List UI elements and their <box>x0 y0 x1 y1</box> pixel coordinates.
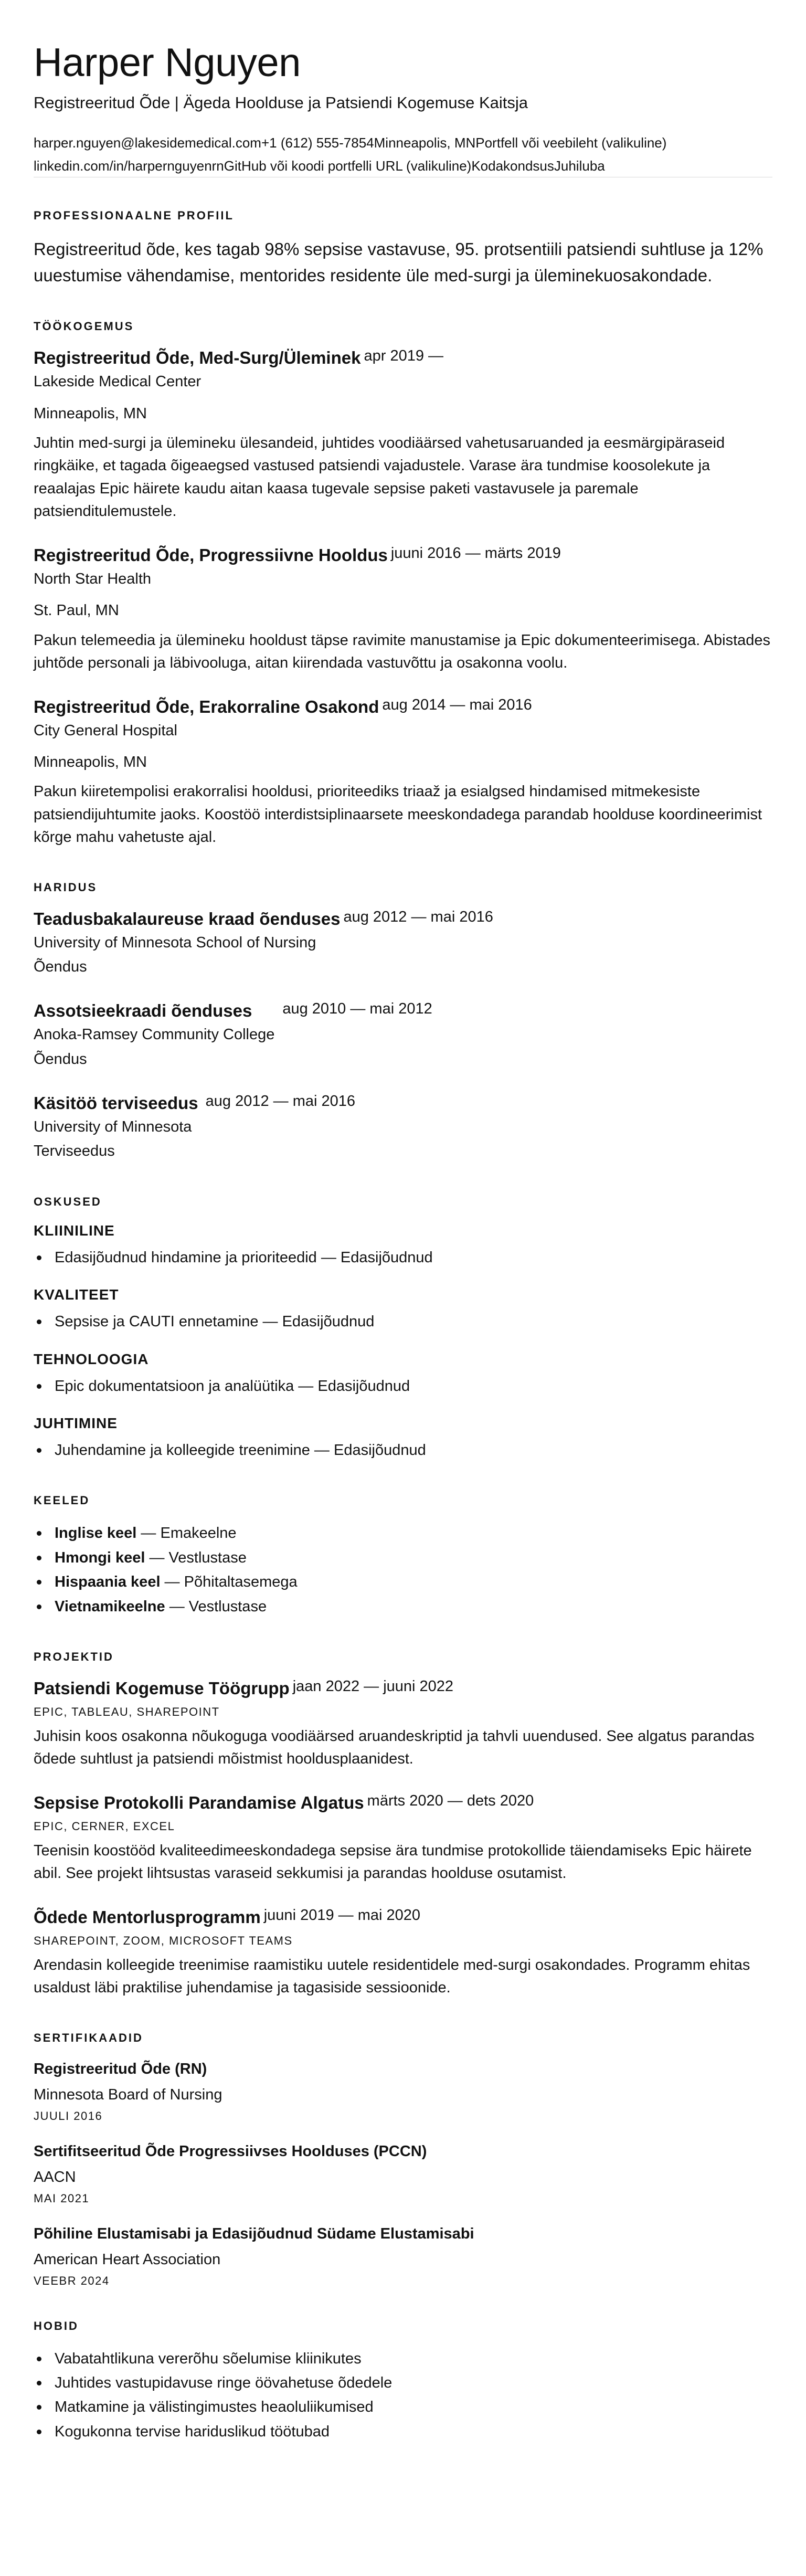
section-title-projects: PROJEKTID <box>34 1650 114 1663</box>
experience-entry <box>34 347 772 523</box>
job-dates: juuni 2016 — märts 2019 <box>390 544 561 562</box>
job-dates: apr 2019 — <box>364 347 444 365</box>
certification-issuer: AACN <box>34 2169 76 2186</box>
language-item <box>55 1546 772 1570</box>
project-dates: juuni 2019 — mai 2020 <box>263 1906 420 1924</box>
skills-section <box>34 1195 772 1463</box>
certification-entry <box>34 2141 772 2205</box>
employer: Lakeside Medical Center <box>34 373 202 390</box>
project-tech: EPIC, CERNER, EXCEL <box>34 1819 175 1833</box>
study-field: Õendus <box>34 1050 87 1068</box>
education-entry <box>34 1092 772 1164</box>
project-name: Õdede Mentorlusprogramm <box>34 1907 261 1927</box>
project-description: Teenisin koostööd kvaliteedimeeskondadega sepsise ära tundmise protokollide täiendamiseks Epic häirete abil. See projekt lihtsustas varaseid sekkumisi ja parandas hoolduse osutamist. <box>34 1842 752 1882</box>
employer: City General Hospital <box>34 722 177 739</box>
experience-section <box>34 320 772 849</box>
language-name: Vietnamikeelne <box>55 1598 165 1615</box>
resume-header <box>34 41 772 177</box>
job-location: St. Paul, MN <box>34 602 119 619</box>
section-title-hobbies: HOBID <box>34 2319 79 2332</box>
project-tech: EPIC, TABLEAU, SHAREPOINT <box>34 1705 220 1718</box>
job-location: Minneapolis, MN <box>34 405 147 422</box>
language-name: Hmongi keel <box>55 1549 145 1566</box>
candidate-name: Harper Nguyen <box>34 40 301 85</box>
hobby-item: Matkamine ja välistingimustes heaoluliikumised <box>55 2395 772 2419</box>
school-name: University of Minnesota School of Nursing <box>34 934 316 951</box>
certification-name: Sertifitseeritud Õde Progressiivses Hoolduses (PCCN) <box>34 2142 427 2160</box>
certification-name: Põhiline Elustamisabi ja Edasijõudnud Südame Elustamisabi <box>34 2225 474 2242</box>
certifications-section <box>34 2031 772 2288</box>
certification-date: VEEBR 2024 <box>34 2274 110 2287</box>
section-title-education: HARIDUS <box>34 880 98 894</box>
job-title: Registreeritud Õde, Erakorraline Osakond <box>34 696 379 716</box>
certification-issuer: Minnesota Board of Nursing <box>34 2086 222 2104</box>
experience-entry <box>34 696 772 849</box>
skill-category: TEHNOLOOGIA <box>34 1350 149 1367</box>
certification-date: JUULI 2016 <box>34 2109 103 2123</box>
language-name: Hispaania keel <box>55 1574 161 1591</box>
project-entry <box>34 1906 772 2000</box>
job-location: Minneapolis, MN <box>34 753 147 770</box>
project-name: Patsiendi Kogemuse Töögrupp <box>34 1678 290 1698</box>
certification-entry <box>34 2058 772 2123</box>
skill-item: Epic dokumentatsioon ja analüütika — Edasijõudnud <box>55 1374 772 1398</box>
profile-summary: Registreeritud õde, kes tagab 98% sepsise vastavuse, 95. protsentiili patsiendi suhtluse ja 12% uuestumise vähendamise, mentorides residente üle med-surgi ja üleminekuosakondade. <box>34 239 763 285</box>
skill-item: Juhendamine ja kolleegide treenimine — Edasijõudnud <box>55 1438 772 1462</box>
skill-list <box>34 1374 772 1398</box>
hobby-item: Juhtides vastupidavuse ringe öövahetuse õdedele <box>55 2371 772 2395</box>
language-item <box>55 1521 772 1545</box>
language-list <box>34 1521 772 1619</box>
section-title-profile: PROFESSIONAALNE PROFIIL <box>34 209 234 223</box>
skill-list <box>34 1245 772 1270</box>
contact-line-primary: harper.nguyen@lakesidemedical.com+1 (612) 555-7854Minneapolis, MNPortfell või veebileht (valikuline) <box>34 134 667 151</box>
languages-section <box>34 1494 772 1619</box>
project-dates: märts 2020 — dets 2020 <box>367 1792 534 1809</box>
skill-item: Edasijõudnud hindamine ja prioriteedid — Edasijõudnud <box>55 1245 772 1270</box>
language-level: — Põhitaltasemega <box>160 1574 298 1591</box>
profile-section <box>34 209 772 288</box>
project-dates: jaan 2022 — juuni 2022 <box>292 1677 454 1695</box>
education-entry <box>34 908 772 979</box>
project-description: Arendasin kolleegide treenimise raamistiku uutele residentidele med-surgi osakondades. Programm ehitas usaldust läbi praktilise juhendamise ja tagasiside sessioonide. <box>34 1956 750 1997</box>
projects-section <box>34 1650 772 2000</box>
skill-category: KVALITEET <box>34 1286 119 1303</box>
job-dates: aug 2014 — mai 2016 <box>382 696 532 713</box>
candidate-headline: Registreeritud Õde | Ägeda Hoolduse ja Patsiendi Kogemuse Kaitsja <box>34 93 528 112</box>
hobby-item: Kogukonna tervise hariduslikud töötubad <box>55 2420 772 2444</box>
language-level: — Emakeelne <box>136 1525 237 1542</box>
project-tech: SHAREPOINT, ZOOM, MICROSOFT TEAMS <box>34 1934 293 1947</box>
study-field: Terviseedus <box>34 1143 115 1160</box>
job-title: Registreeritud Õde, Progressiivne Hooldus <box>34 545 388 565</box>
skill-category: JUHTIMINE <box>34 1414 118 1431</box>
project-entry <box>34 1792 772 1885</box>
certification-entry <box>34 2223 772 2288</box>
project-description: Juhisin koos osakonna nõukoguga voodiäärsed aruandeskriptid ja tahvli uuendused. See algatus parandas õdede suhtlust ja patsiendi mõistmist hooldusplaanidest. <box>34 1727 755 1768</box>
language-level: — Vestlustase <box>145 1549 247 1566</box>
degree-title: Assotsieekraadi õenduses <box>34 1001 252 1021</box>
school-name: Anoka-Ramsey Community College <box>34 1026 275 1043</box>
language-level: — Vestlustase <box>165 1598 267 1615</box>
contact-line-secondary: linkedin.com/in/harpernguyenrnGitHub või koodi portfelli URL (valikuline)KodakondsusJuhiluba <box>34 156 772 178</box>
certification-issuer: American Heart Association <box>34 2251 221 2268</box>
section-title-experience: TÖÖKOGEMUS <box>34 320 134 333</box>
language-item <box>55 1595 772 1619</box>
language-name: Inglise keel <box>55 1525 137 1542</box>
degree-dates: aug 2010 — mai 2012 <box>282 1000 432 1018</box>
employer: North Star Health <box>34 570 152 587</box>
degree-dates: aug 2012 — mai 2016 <box>343 908 493 925</box>
skill-category: KLIINILINE <box>34 1222 115 1239</box>
hobbies-section <box>34 2319 772 2444</box>
education-entry <box>34 1000 772 1071</box>
school-name: University of Minnesota <box>34 1118 192 1136</box>
section-title-languages: KEELED <box>34 1494 90 1507</box>
section-title-skills: OSKUSED <box>34 1195 102 1208</box>
skill-list <box>34 1310 772 1334</box>
skill-item: Sepsise ja CAUTI ennetamine — Edasijõudnud <box>55 1310 772 1334</box>
job-description: Pakun kiiretempolisi erakorralisi hooldusi, prioriteediks triaaž ja esialgsed hindamised mitmekesiste patsiendijuhtumite jaoks. Koostöö interdistsiplinaarsete meeskondadega parandab hoolduse koordineerimist kõrge mahu vahetuste ajal. <box>34 783 762 846</box>
certification-name: Registreeritud Õde (RN) <box>34 2060 207 2077</box>
job-title: Registreeritud Õde, Med-Surg/Üleminek <box>34 348 361 368</box>
education-section <box>34 881 772 1164</box>
project-name: Sepsise Protokolli Parandamise Algatus <box>34 1792 364 1812</box>
job-description: Pakun telemeedia ja ülemineku hooldust täpse ravimite manustamise ja Epic dokumenteerimisega. Abistades juhtõde personali ja läbivooluga, aitan kiirendada vastuvõttu ja osakonna voolu. <box>34 631 771 672</box>
study-field: Õendus <box>34 958 87 976</box>
hobby-item: Vabatahtlikuna vererõhu sõelumise kliinikutes <box>55 2347 772 2371</box>
degree-title: Teadusbakalaureuse kraad õenduses <box>34 909 341 928</box>
hobby-list <box>34 2347 772 2444</box>
job-description: Juhtin med-surgi ja ülemineku ülesandeid, juhtides voodiäärsed vahetusaruanded ja eesmärgipäraseid ringkäike, et tagada õigeaegsed vastused patsiendi vajadustele. Varase ära tundmise koosolekute ja reaalajas Epic häirete kaudu aitan kaasa tugevale sepsise paketi vastavusele ja paremale patsienditulemustele. <box>34 434 725 520</box>
certification-date: MAI 2021 <box>34 2191 90 2205</box>
degree-title: Käsitöö terviseedus <box>34 1093 198 1113</box>
project-entry <box>34 1677 772 1771</box>
section-title-certifications: SERTIFIKAADID <box>34 2031 143 2044</box>
skill-list <box>34 1438 772 1462</box>
language-item <box>55 1570 772 1594</box>
experience-entry <box>34 544 772 675</box>
degree-dates: aug 2012 — mai 2016 <box>205 1093 355 1110</box>
